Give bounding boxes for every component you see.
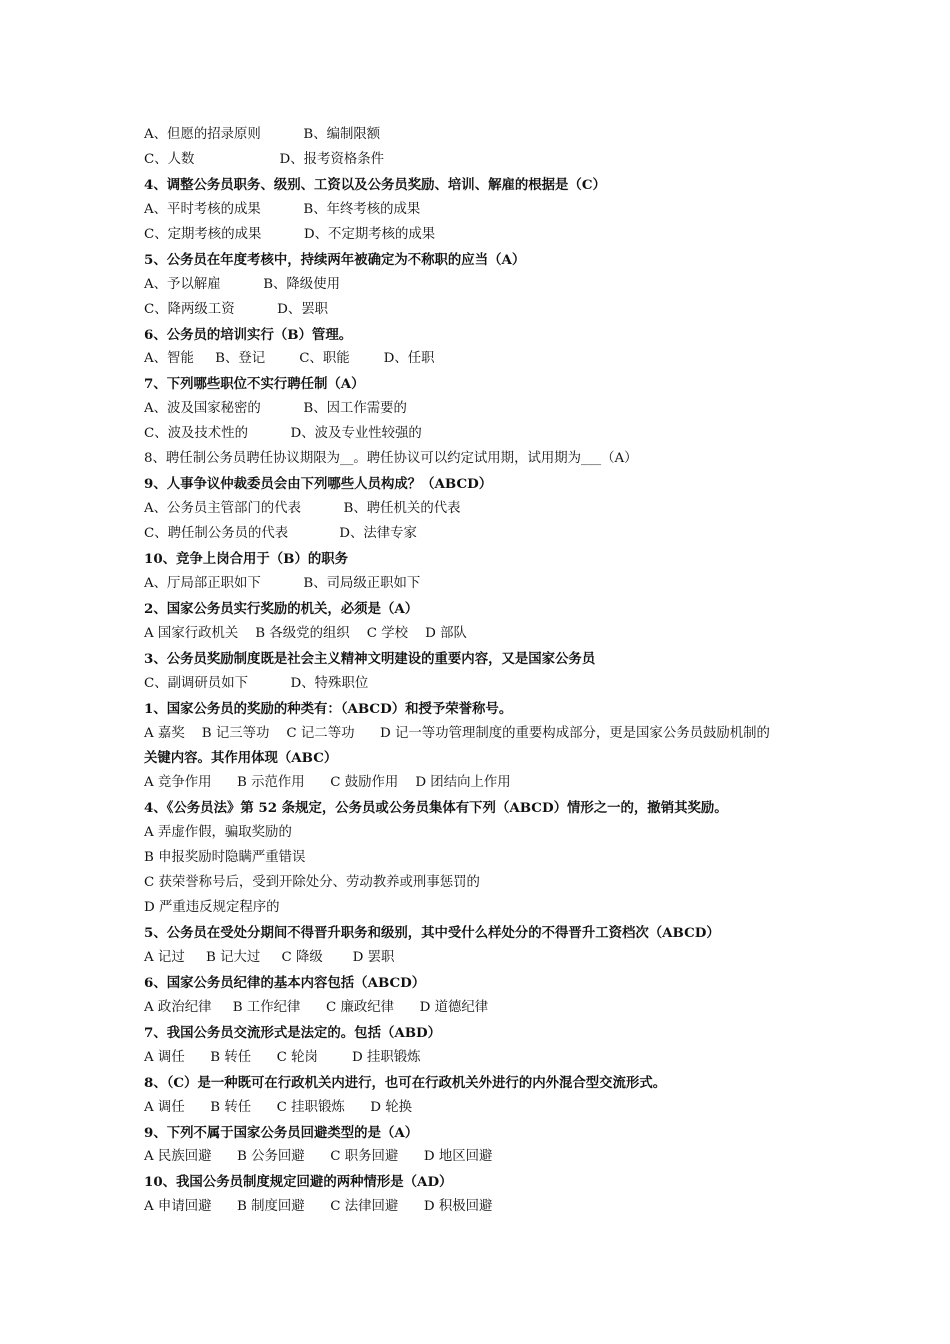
option-line: A、厅局部正职如下 B、司局级正职如下 xyxy=(144,575,421,591)
option-line: A、公务员主管部门的代表 B、聘任机关的代表 xyxy=(144,501,461,517)
question-line: 4、《公务员法》第 52 条规定，公务员或公务员集体有下列（ABCD）情形之一的，撤销其奖励。 xyxy=(144,800,728,817)
option-line: A、波及国家秘密的 B、因工作需要的 xyxy=(144,401,407,417)
option-line: A 竞争作用 B 示范作用 C 鼓励作用 D 团结向上作用 xyxy=(144,775,511,791)
question-line: 7、下列哪些职位不实行聘任制（A） xyxy=(144,376,365,393)
option-line: A 申请回避 B 制度回避 C 法律回避 D 积极回避 xyxy=(144,1199,493,1215)
option-line: A 弄虚作假，骗取奖励的 xyxy=(144,825,292,841)
question-line: 9、人事争议仲裁委员会由下列哪些人员构成？（ABCD） xyxy=(144,476,493,493)
option-line: C、聘任制公务员的代表 D、法律专家 xyxy=(144,526,417,541)
question-line: 3、公务员奖励制度既是社会主义精神文明建设的重要内容，又是国家公务员 xyxy=(144,650,596,667)
option-line: C、定期考核的成果 D、不定期考核的成果 xyxy=(144,226,436,242)
option-line: 8、聘任制公务员聘任协议期限为__。聘任协议可以约定试用期，试用期为___（A） xyxy=(144,451,638,467)
option-line: A、智能 B、登记 C、职能 D、任职 xyxy=(144,351,435,367)
question-line: 5、公务员在受处分期间不得晋升职务和级别，其中受什么样处分的不得晋升工资档次（ABCD） xyxy=(144,925,720,941)
document-body xyxy=(144,123,834,1220)
option-line: A、予以解雇 B、降级使用 xyxy=(144,276,340,292)
option-line: A 嘉奖 B 记三等功 C 记二等功 D 记一等功管理制度的重要构成部分，更是国家公务员鼓励机制的 xyxy=(144,725,770,741)
option-line: A 调任 B 转任 C 轮岗 D 挂职锻炼 xyxy=(144,1049,421,1065)
question-line: 8、（C）是一种既可在行政机关内进行，也可在行政机关外进行的内外混合型交流形式。 xyxy=(144,1074,667,1091)
question-line: 关键内容。其作用体现（ABC） xyxy=(144,750,338,767)
question-line: 6、公务员的培训实行（B）管理。 xyxy=(144,326,353,343)
question-line: 10、我国公务员制度规定回避的两种情形是（AD） xyxy=(144,1174,453,1191)
option-line: A、平时考核的成果 B、年终考核的成果 xyxy=(144,201,421,217)
question-line: 10、竞争上岗合用于（B）的职务 xyxy=(144,550,349,567)
option-line: C、人数 D、报考资格条件 xyxy=(144,151,385,167)
option-line: A 民族回避 B 公务回避 C 职务回避 D 地区回避 xyxy=(144,1149,493,1165)
option-line: C、副调研员如下 D、特殊职位 xyxy=(144,675,369,691)
option-line: C、降两级工资 D、罢职 xyxy=(144,301,329,317)
question-line: 9、下列不属于国家公务员回避类型的是（A） xyxy=(144,1124,419,1141)
option-line: B 申报奖励时隐瞒严重错误 xyxy=(144,850,306,866)
question-line: 1、国家公务员的奖励的种类有：（ABCD）和授予荣誉称号。 xyxy=(144,700,513,717)
question-line: 6、国家公务员纪律的基本内容包括（ABCD） xyxy=(144,974,426,991)
option-line: A 调任 B 转任 C 挂职锻炼 D 轮换 xyxy=(144,1099,413,1115)
option-line: C、波及技术性的 D、波及专业性较强的 xyxy=(144,426,422,442)
option-line: C 获荣誉称号后，受到开除处分、劳动教养或刑事惩罚的 xyxy=(144,875,480,891)
option-line: A、但愿的招录原则 B、编制限额 xyxy=(144,127,381,142)
question-line: 7、我国公务员交流形式是法定的。包括（ABD） xyxy=(144,1024,442,1041)
option-line: A 政治纪律 B 工作纪律 C 廉政纪律 D 道德纪律 xyxy=(144,999,489,1015)
option-line: A 记过 B 记大过 C 降级 D 罢职 xyxy=(144,949,395,965)
question-line: 2、国家公务员实行奖励的机关，必须是（A） xyxy=(144,600,419,617)
option-line: D 严重违反规定程序的 xyxy=(144,900,280,916)
question-line: 4、调整公务员职务、级别、工资以及公务员奖励、培训、解雇的根据是（C） xyxy=(144,176,606,193)
question-line: 5、公务员在年度考核中，持续两年被确定为不称职的应当（A） xyxy=(144,251,526,268)
option-line: A 国家行政机关 B 各级党的组织 C 学校 D 部队 xyxy=(144,625,467,641)
